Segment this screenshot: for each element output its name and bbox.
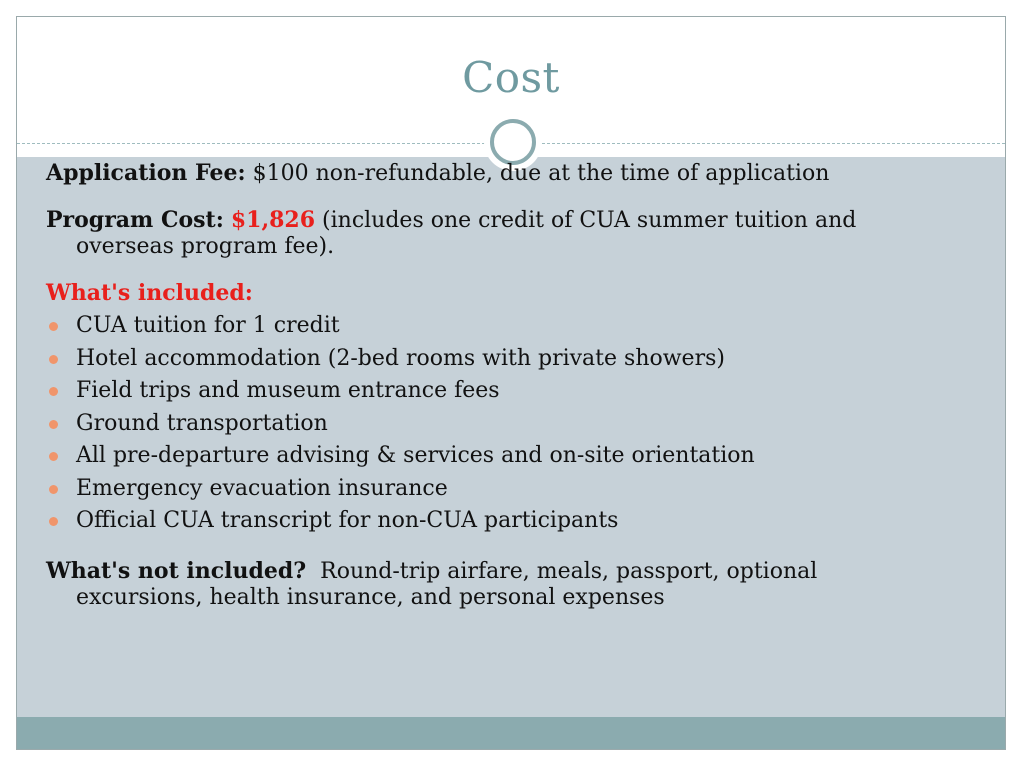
program-cost-text: (includes one credit of CUA summer tuition and overseas program fee). bbox=[76, 208, 857, 259]
footer-bar bbox=[17, 717, 1005, 750]
bullet-icon bbox=[49, 387, 58, 396]
bullet-icon bbox=[49, 517, 58, 526]
not-included-text: Round-trip airfare, meals, passport, optional excursions, health insurance, and personal expenses bbox=[76, 558, 825, 610]
bullet-icon bbox=[49, 420, 58, 429]
list-item bbox=[46, 343, 946, 376]
bullet-icon bbox=[49, 485, 58, 494]
application-fee-text: $100 non-refundable, due at the time of application bbox=[245, 161, 830, 186]
list-item-text: Official CUA transcript for non-CUA participants bbox=[76, 508, 619, 533]
list-item-text: All pre-departure advising & services and on-site orientation bbox=[76, 443, 755, 468]
included-list bbox=[46, 310, 946, 538]
bullet-icon bbox=[49, 355, 58, 364]
list-item-text: Emergency evacuation insurance bbox=[76, 475, 448, 501]
list-item bbox=[46, 375, 946, 408]
bullet-icon bbox=[49, 322, 58, 331]
list-item bbox=[46, 310, 946, 343]
program-cost-label: Program Cost: bbox=[46, 207, 224, 233]
list-item-text: Hotel accommodation (2-bed rooms with private showers) bbox=[76, 345, 725, 371]
list-item-text: Field trips and museum entrance fees bbox=[76, 378, 500, 403]
bullet-icon bbox=[49, 452, 58, 461]
slide-body bbox=[46, 160, 946, 631]
ring-icon bbox=[490, 119, 536, 165]
list-item-text: Ground transportation bbox=[76, 410, 328, 436]
slide-title: Cost bbox=[462, 53, 560, 102]
included-heading: What's included: bbox=[46, 280, 253, 306]
not-included-paragraph bbox=[46, 558, 946, 611]
list-item bbox=[46, 440, 946, 473]
not-included-label: What's not included? bbox=[46, 557, 307, 584]
application-fee-paragraph bbox=[46, 160, 946, 187]
list-item bbox=[46, 505, 946, 538]
program-cost-paragraph bbox=[46, 207, 946, 260]
application-fee-label: Application Fee: bbox=[46, 160, 246, 186]
list-item-text: CUA tuition for 1 credit bbox=[76, 313, 340, 338]
list-item bbox=[46, 408, 946, 441]
program-cost-amount: $1,826 bbox=[230, 207, 316, 233]
list-item bbox=[46, 473, 946, 506]
